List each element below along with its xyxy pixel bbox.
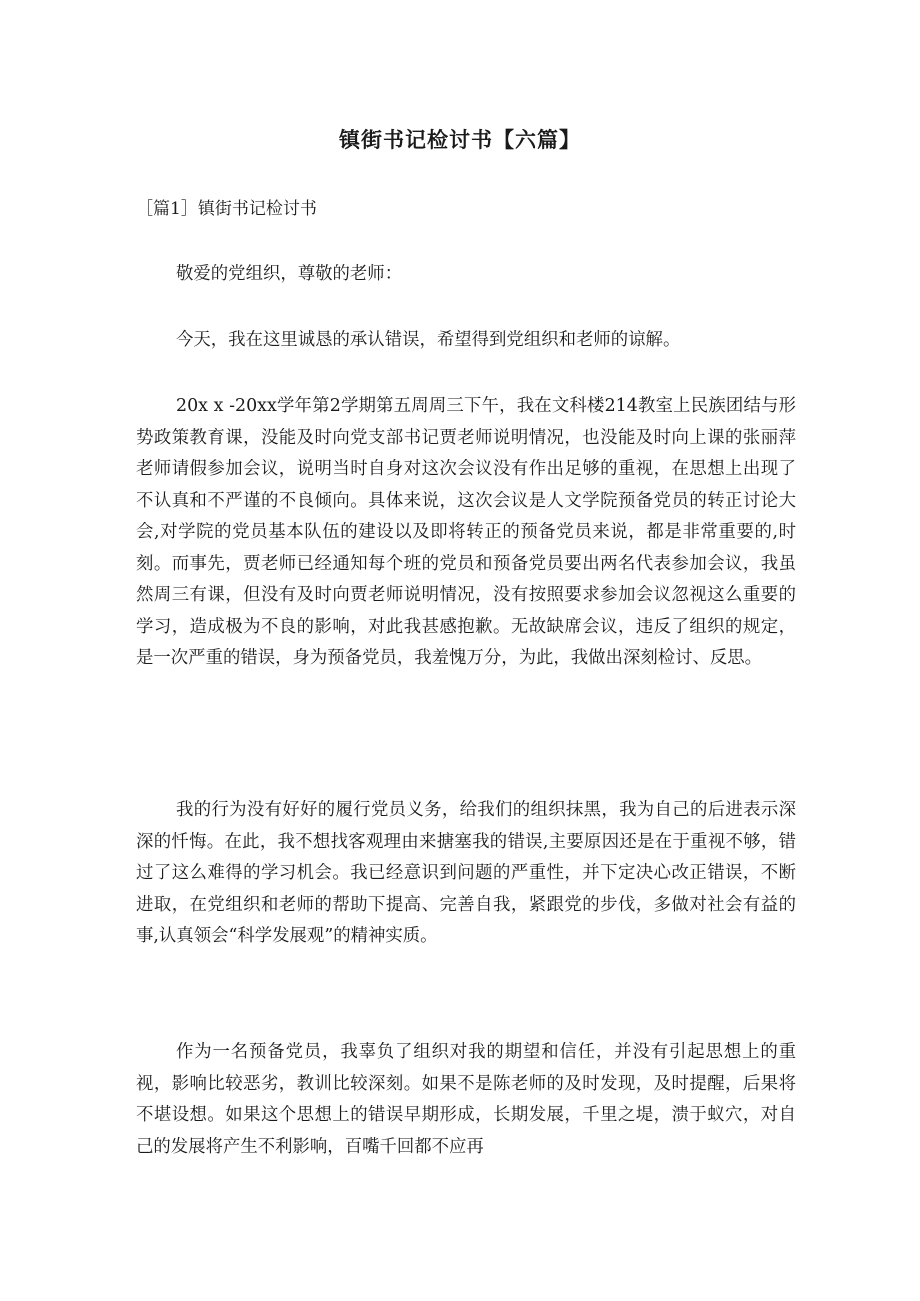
paragraph-greeting: 敬爱的党组织，尊敬的老师： [176, 264, 403, 284]
document-title: 镇街书记检讨书【六篇】 [339, 128, 581, 152]
paragraph-body: 作为一名预备党员，我辜负了组织对我的期望和信任，并没有引起思想上的重视，影响比较恶劣，教训比较深刻。如果不是陈老师的及时发现，及时提醒，后果将不堪设想。如果这个思想上的错误早期形成，长期发展，千里之堤，溃于蚁穴，对自己的发展将产生不利影响，百嘴千回都不应再 [136, 1042, 796, 1157]
paragraph-intro: 今天，我在这里诚恳的承认错误，希望得到党组织和老师的谅解。 [176, 330, 681, 350]
paragraph-body: 20x x -20xx学年第2学期第五周周三下午，我在文科楼214教室上民族团结与形势政策教育课，没能及时向党支部书记贾老师说明情况，也没能及时向上课的张丽萍老师请假参加会议，说明当时自身对这次会议没有作出足够的重视，在思想上出现了不认真和不严谨的不良倾向。具体来说，这次会议是人文学院预备党员的转正讨论大会,对学院的党员基本队伍的建设以及即将转正的预备党员来说，都是非常重要的,时刻。而事先，贾老师已经通知每个班的党员和预备党员要出两名代表参加会议，我虽然周三有课，但没有及时向贾老师说明情况，没有按照要求参加会议忽视这么重要的学习，造成极为不良的影响，对此我甚感抱歉。无故缺席会议，违反了组织的规定，是一次严重的错误，身为预备党员，我羞愧万分，为此，我做出深刻检讨、反思。 [136, 396, 796, 668]
paragraph-body: 我的行为没有好好的履行党员义务，给我们的组织抹黑，我为自己的后进表示深深的忏悔。在此，我不想找客观理由来搪塞我的错误,主要原因还是在于重视不够，错过了这么难得的学习机会。我已经意识到问题的严重性，并下定决心改正错误，不断进取，在党组织和老师的帮助下提高、完善自我，紧跟党的步伐，多做对社会有益的事,认真领会“科学发展观”的精神实质。 [136, 800, 796, 946]
section-heading: ［篇1］镇街书记检讨书 [136, 199, 317, 219]
